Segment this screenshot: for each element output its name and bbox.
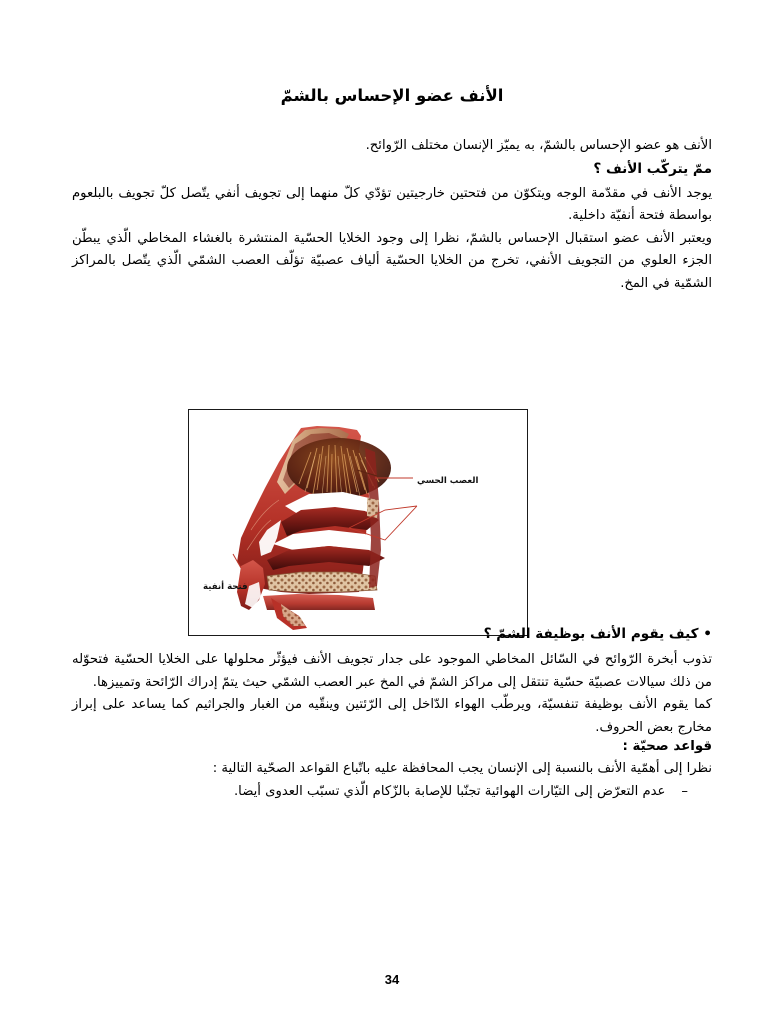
function-paragraph-2: كما يقوم الأنف بوظيفة تنفسيّة، ويرطّب الهواء الدّاخل إلى الرّئتين وينقّيه من الغبار والجراثيم كما يساعد على إبراز مخارج بعض الحروف. [72,697,712,735]
page-number: 34 [384,972,400,987]
list-item-label: عدم التعرّض إلى التيّارات الهوائية تجنّبا للإصابة بالزّكام الّذي تسبّب العدوى أيضا. [233,783,666,799]
function-paragraph-1: تذوب أبخرة الرّوائح في السّائل المخاطي الموجود على جدار تجويف الأنف فيؤثّر محلولها على الخلايا الحسّية فتحوّله من ذلك سيالات عصبيّة حسّية تنتقل إلى مراكز الشمّ في المخ عبر العصب الشمّي حيث يتمّ إدراك الرّائحة وتمييزها. [72,652,712,690]
figure-label-sensory-nerve: العصب الحسي [417,476,479,486]
list-bullet-dash: – [681,783,688,799]
page-title: الأنف عضو الإحساس بالشمّ [280,86,504,106]
heading-health-rules: قواعد صحيّة : [622,739,712,754]
health-rules-list [72,781,712,803]
list-item [72,781,712,803]
heading-function: • كيف يقوم الأنف بوظيفة الشمّ ؟ [483,626,712,642]
figure-illustration [189,410,527,635]
figure-label-nostril: فتحة أنفية [203,582,248,592]
health-rules-intro: نظرا إلى أهمّية الأنف بالنسبة إلى الإنسان يجب المحافظة عليه باتّباع القواعد الصحّية التالية : [212,761,712,776]
content-upper [72,135,712,295]
content-lower [72,623,712,803]
nose-cross-section-illustration [189,410,527,635]
intro-paragraph: الأنف هو عضو الإحساس بالشمّ، به يميّز الإنسان مختلف الرّوائح. [365,138,712,153]
hard-palate-bone [267,572,377,592]
composition-paragraph-2: ويعتبر الأنف عضو استقبال الإحساس بالشمّ، نظرا إلى وجود الخلايا الحسّية المنتشرة بالغشاء المخاطي الّذي يبطّن الجزء العلوي من التجويف الأنفي، تخرج من الخلايا الحسّية ألياف عصبيّة تؤلّف العصب الشمّي الّذي يتّصل بالمراكز الشمّية في المخ. [72,230,712,291]
nose-anatomy-figure [188,409,528,636]
composition-paragraph-1: يوجد الأنف في مقدّمة الوجه ويتكوّن من فتحتين خارجيتين تؤدّي كلّ منهما إلى تجويف أنفي يتّصل كلّ تجويف بالبلعوم بواسطة فتحة أنفيّة داخلية. [72,185,712,223]
heading-composition: ممّ يتركّب الأنف ؟ [593,160,712,177]
